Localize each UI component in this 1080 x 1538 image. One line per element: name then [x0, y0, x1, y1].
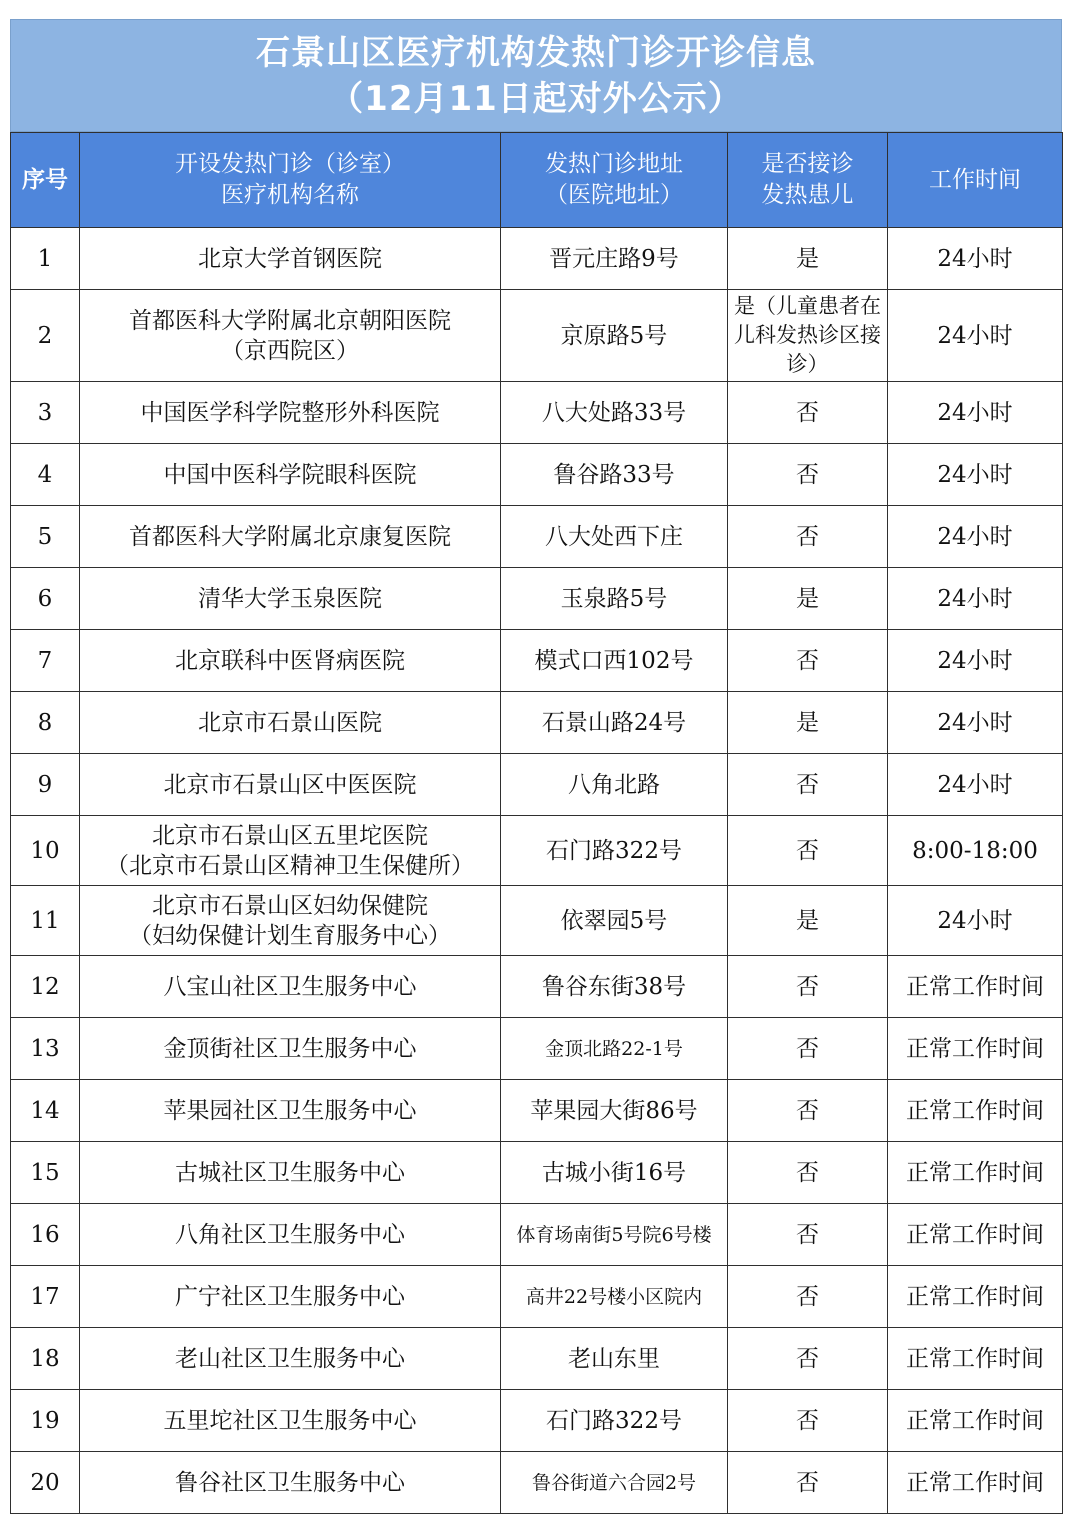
cell-address: 八大处路33号: [501, 382, 728, 444]
cell-address: 鲁谷东街38号: [501, 956, 728, 1018]
cell-index: 15: [11, 1142, 80, 1204]
cell-institution-name: [80, 1080, 501, 1142]
cell-accepts-children: 否: [728, 1204, 888, 1266]
table-row: [11, 886, 1063, 956]
cell-institution-name: [80, 1018, 501, 1080]
header-kids-line1: 是否接诊: [761, 151, 854, 177]
cell-accepts-children: 否: [728, 506, 888, 568]
page-subtitle: （12月11日起对外公示）: [329, 78, 743, 119]
institution-name-line1: 广宁社区卫生服务中心: [175, 1283, 405, 1310]
cell-institution-name: [80, 1266, 501, 1328]
header-institution-name: [80, 133, 501, 228]
cell-index: 19: [11, 1390, 80, 1452]
cell-institution-name: [80, 816, 501, 886]
cell-accepts-children: 是（儿童患者在儿科发热诊区接诊）: [728, 290, 888, 382]
table-row: [11, 1266, 1063, 1328]
cell-index: 2: [11, 290, 80, 382]
table-row: [11, 816, 1063, 886]
cell-hours: 24小时: [888, 444, 1063, 506]
header-index: 序号: [11, 133, 80, 228]
cell-institution-name: [80, 1452, 501, 1514]
institution-name-line1: 北京市石景山区妇幼保健院: [152, 892, 428, 919]
cell-hours: 正常工作时间: [888, 1204, 1063, 1266]
cell-hours: 24小时: [888, 754, 1063, 816]
cell-accepts-children: 否: [728, 754, 888, 816]
table-row: [11, 1142, 1063, 1204]
cell-hours: 正常工作时间: [888, 1452, 1063, 1514]
cell-institution-name: [80, 1204, 501, 1266]
institution-name-line1: 北京市石景山区五里坨医院: [152, 822, 428, 849]
table-row: [11, 382, 1063, 444]
cell-hours: 正常工作时间: [888, 1080, 1063, 1142]
cell-address: 苹果园大街86号: [501, 1080, 728, 1142]
institution-name-line1: 北京联科中医肾病医院: [175, 647, 405, 674]
table-row: [11, 1018, 1063, 1080]
cell-institution-name: [80, 228, 501, 290]
cell-institution-name: [80, 886, 501, 956]
title-banner: [10, 19, 1062, 132]
institution-name-line1: 北京大学首钢医院: [198, 245, 382, 272]
cell-hours: 正常工作时间: [888, 1266, 1063, 1328]
cell-address: 八角北路: [501, 754, 728, 816]
fever-clinic-sheet: [10, 19, 1062, 1514]
institution-name-line1: 北京市石景山区中医医院: [163, 771, 417, 798]
cell-index: 4: [11, 444, 80, 506]
cell-hours: 正常工作时间: [888, 956, 1063, 1018]
cell-institution-name: [80, 290, 501, 382]
table-body: [11, 228, 1063, 1514]
table-row: [11, 228, 1063, 290]
header-kids-line2: 发热患儿: [761, 182, 854, 208]
cell-index: 9: [11, 754, 80, 816]
cell-hours: 24小时: [888, 630, 1063, 692]
cell-index: 3: [11, 382, 80, 444]
institution-name-line1: 清华大学玉泉医院: [198, 585, 382, 612]
table-row: [11, 692, 1063, 754]
cell-address: 模式口西102号: [501, 630, 728, 692]
cell-index: 8: [11, 692, 80, 754]
cell-hours: 24小时: [888, 692, 1063, 754]
cell-institution-name: [80, 1328, 501, 1390]
table-header-row: [11, 133, 1063, 228]
cell-accepts-children: 否: [728, 382, 888, 444]
institution-name-line1: 金顶街社区卫生服务中心: [163, 1035, 417, 1062]
cell-institution-name: [80, 506, 501, 568]
clinic-table: [10, 132, 1063, 1514]
cell-accepts-children: 否: [728, 1080, 888, 1142]
institution-name-line1: 北京市石景山医院: [198, 709, 382, 736]
cell-hours: 24小时: [888, 290, 1063, 382]
header-name-line1: 开设发热门诊（诊室）: [175, 151, 405, 177]
cell-address: 金顶北路22-1号: [501, 1018, 728, 1080]
cell-hours: 24小时: [888, 886, 1063, 956]
institution-name-line1: 五里坨社区卫生服务中心: [163, 1407, 417, 1434]
institution-name-line1: 中国医学科学院整形外科医院: [140, 399, 440, 426]
cell-accepts-children: 否: [728, 1018, 888, 1080]
cell-accepts-children: 否: [728, 956, 888, 1018]
cell-index: 12: [11, 956, 80, 1018]
institution-name-line1: 苹果园社区卫生服务中心: [163, 1097, 417, 1124]
table-row: [11, 956, 1063, 1018]
cell-address: 体育场南街5号院6号楼: [501, 1204, 728, 1266]
table-row: [11, 1452, 1063, 1514]
institution-name-line1: 鲁谷社区卫生服务中心: [175, 1469, 405, 1496]
cell-hours: 正常工作时间: [888, 1142, 1063, 1204]
cell-institution-name: [80, 382, 501, 444]
cell-accepts-children: 否: [728, 630, 888, 692]
cell-hours: 8:00-18:00: [888, 816, 1063, 886]
table-row: [11, 754, 1063, 816]
table-row: [11, 1390, 1063, 1452]
header-address: [501, 133, 728, 228]
cell-address: 晋元庄路9号: [501, 228, 728, 290]
cell-address: 高井22号楼小区院内: [501, 1266, 728, 1328]
cell-accepts-children: 否: [728, 1266, 888, 1328]
table-row: [11, 1204, 1063, 1266]
cell-address: 鲁谷路33号: [501, 444, 728, 506]
cell-accepts-children: 否: [728, 1328, 888, 1390]
cell-index: 17: [11, 1266, 80, 1328]
header-kids: [728, 133, 888, 228]
page-title: 石景山区医疗机构发热门诊开诊信息: [256, 32, 816, 73]
header-address-line1: 发热门诊地址: [545, 151, 683, 177]
institution-name-line1: 八角社区卫生服务中心: [175, 1221, 405, 1248]
cell-address: 鲁谷街道六合园2号: [501, 1452, 728, 1514]
cell-address: 石门路322号: [501, 816, 728, 886]
cell-address: 老山东里: [501, 1328, 728, 1390]
header-address-line2: （医院地址）: [545, 182, 683, 208]
cell-hours: 24小时: [888, 568, 1063, 630]
institution-name-line2: （京西院区）: [221, 337, 359, 364]
cell-hours: 正常工作时间: [888, 1328, 1063, 1390]
cell-index: 10: [11, 816, 80, 886]
table-row: [11, 444, 1063, 506]
cell-institution-name: [80, 630, 501, 692]
cell-accepts-children: 否: [728, 1142, 888, 1204]
institution-name-line1: 首都医科大学附属北京康复医院: [129, 523, 451, 550]
cell-accepts-children: 是: [728, 568, 888, 630]
cell-hours: 24小时: [888, 382, 1063, 444]
cell-index: 20: [11, 1452, 80, 1514]
cell-hours: 正常工作时间: [888, 1390, 1063, 1452]
cell-index: 18: [11, 1328, 80, 1390]
table-row: [11, 290, 1063, 382]
table-row: [11, 506, 1063, 568]
cell-institution-name: [80, 1390, 501, 1452]
cell-accepts-children: 否: [728, 444, 888, 506]
cell-index: 7: [11, 630, 80, 692]
cell-index: 1: [11, 228, 80, 290]
cell-accepts-children: 否: [728, 1390, 888, 1452]
cell-institution-name: [80, 444, 501, 506]
cell-index: 14: [11, 1080, 80, 1142]
cell-address: 八大处西下庄: [501, 506, 728, 568]
cell-address: 石门路322号: [501, 1390, 728, 1452]
header-name-line2: 医疗机构名称: [221, 182, 359, 208]
cell-accepts-children: 是: [728, 228, 888, 290]
cell-address: 玉泉路5号: [501, 568, 728, 630]
institution-name-line2: （妇幼保健计划生育服务中心）: [129, 922, 451, 949]
cell-hours: 正常工作时间: [888, 1018, 1063, 1080]
institution-name-line2: （北京市石景山区精神卫生保健所）: [106, 852, 474, 879]
cell-accepts-children: 是: [728, 886, 888, 956]
table-row: [11, 1328, 1063, 1390]
cell-address: 依翠园5号: [501, 886, 728, 956]
cell-accepts-children: 否: [728, 1452, 888, 1514]
cell-address: 京原路5号: [501, 290, 728, 382]
table-row: [11, 630, 1063, 692]
cell-accepts-children: 是: [728, 692, 888, 754]
cell-hours: 24小时: [888, 228, 1063, 290]
cell-accepts-children: 否: [728, 816, 888, 886]
cell-index: 5: [11, 506, 80, 568]
header-hours: 工作时间: [888, 133, 1063, 228]
cell-institution-name: [80, 692, 501, 754]
cell-index: 13: [11, 1018, 80, 1080]
cell-address: 古城小街16号: [501, 1142, 728, 1204]
cell-institution-name: [80, 754, 501, 816]
cell-institution-name: [80, 1142, 501, 1204]
cell-index: 11: [11, 886, 80, 956]
institution-name-line1: 中国中医科学院眼科医院: [163, 461, 417, 488]
institution-name-line1: 八宝山社区卫生服务中心: [163, 973, 417, 1000]
table-row: [11, 568, 1063, 630]
table-row: [11, 1080, 1063, 1142]
cell-index: 6: [11, 568, 80, 630]
cell-index: 16: [11, 1204, 80, 1266]
institution-name-line1: 老山社区卫生服务中心: [175, 1345, 405, 1372]
institution-name-line1: 古城社区卫生服务中心: [175, 1159, 405, 1186]
cell-address: 石景山路24号: [501, 692, 728, 754]
cell-hours: 24小时: [888, 506, 1063, 568]
institution-name-line1: 首都医科大学附属北京朝阳医院: [129, 307, 451, 334]
cell-institution-name: [80, 956, 501, 1018]
cell-institution-name: [80, 568, 501, 630]
